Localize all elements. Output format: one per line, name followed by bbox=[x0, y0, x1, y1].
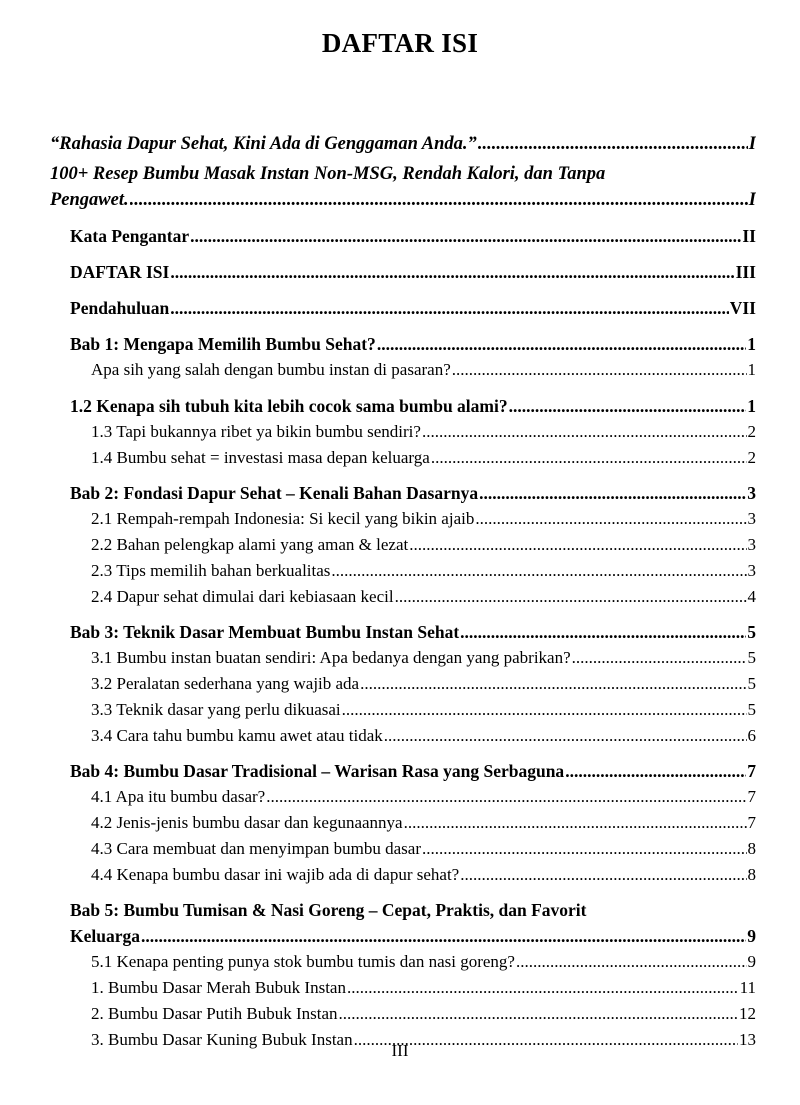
toc-leader-dots bbox=[460, 862, 746, 888]
toc-entry-page: 1 bbox=[747, 396, 756, 416]
toc-entry-title: 1.3 Tapi bukannya ribet ya bikin bumbu sendiri? bbox=[91, 422, 421, 441]
toc-entry-title: 2.3 Tips memilih bahan berkualitas bbox=[91, 561, 331, 580]
toc-leader-dots bbox=[422, 419, 747, 445]
toc-entry-bab-1[interactable] bbox=[50, 331, 756, 357]
toc-entry-page: 9 bbox=[747, 952, 756, 971]
toc-entry-4-3[interactable] bbox=[50, 836, 756, 862]
toc-entry-title: 4.3 Cara membuat dan menyimpan bumbu dasar bbox=[91, 839, 421, 858]
toc-entry-title: 4.2 Jenis-jenis bumbu dasar dan kegunaannya bbox=[91, 813, 403, 832]
toc-leader-dots bbox=[377, 331, 746, 357]
toc-entry-daftar-isi[interactable] bbox=[50, 259, 756, 285]
toc-entry-title: Bab 1: Mengapa Memilih Bumbu Sehat? bbox=[70, 334, 376, 354]
toc-entry-title: Bab 2: Fondasi Dapur Sehat – Kenali Bahan Dasarnya bbox=[70, 483, 479, 503]
toc-entry-page: 7 bbox=[747, 813, 756, 832]
toc-entry-page: 8 bbox=[747, 839, 756, 858]
toc-leader-dots bbox=[266, 784, 746, 810]
toc-leader-dots bbox=[404, 810, 747, 836]
toc-entry-2-4[interactable] bbox=[50, 584, 756, 610]
toc-entry-title: Bab 4: Bumbu Dasar Tradisional – Warisan Rasa yang Serbaguna bbox=[70, 761, 565, 781]
toc-entry-bab-4[interactable] bbox=[50, 758, 756, 784]
toc-entry-page: 1 bbox=[747, 334, 756, 354]
toc-entry-recipe-1[interactable] bbox=[50, 975, 756, 1001]
toc-entry-title: 2. Bumbu Dasar Putih Bubuk Instan bbox=[91, 1004, 338, 1023]
toc-leader-dots bbox=[516, 949, 747, 975]
toc-entry-bab-3[interactable] bbox=[50, 619, 756, 645]
toc-leader-dots bbox=[170, 295, 729, 321]
toc-entry-page: 8 bbox=[747, 865, 756, 884]
toc-leader-dots bbox=[409, 532, 746, 558]
toc-entry-3-3[interactable] bbox=[50, 697, 756, 723]
toc-entry-title: 3. Bumbu Dasar Kuning Bubuk Instan bbox=[91, 1030, 353, 1049]
toc-entry-title: 2.4 Dapur sehat dimulai dari kebiasaan kecil bbox=[91, 587, 394, 606]
toc-entry-title: 3.4 Cara tahu bumbu kamu awet atau tidak bbox=[91, 726, 383, 745]
toc-leader-dots bbox=[452, 357, 747, 383]
toc-entry-title: 4.4 Kenapa bumbu dasar ini wajib ada di dapur sehat? bbox=[91, 865, 460, 884]
toc-entry-title: 1. Bumbu Dasar Merah Bubuk Instan bbox=[91, 978, 346, 997]
toc-leader-dots bbox=[342, 697, 747, 723]
toc-entry-page: 3 bbox=[747, 483, 756, 503]
toc-entry-title: 3.1 Bumbu instan buatan sendiri: Apa bedanya dengan yang pabrikan? bbox=[91, 648, 571, 667]
toc-leader-dots bbox=[331, 558, 746, 584]
toc-entry-intro-tagline[interactable] bbox=[50, 131, 756, 157]
toc-entry-page: 1 bbox=[747, 360, 756, 379]
toc-entry-page: 12 bbox=[739, 1004, 756, 1023]
toc-entry-page: 5 bbox=[747, 700, 756, 719]
toc-leader-dots bbox=[478, 131, 748, 157]
toc-entry-title: Bab 3: Teknik Dasar Membuat Bumbu Instan Sehat bbox=[70, 622, 460, 642]
toc-leader-dots bbox=[384, 723, 747, 749]
toc-entry-bab-5[interactable] bbox=[50, 897, 756, 949]
toc-entry-page: 3 bbox=[747, 535, 756, 554]
toc-entry-page: 3 bbox=[747, 509, 756, 528]
toc-entry-page: 5 bbox=[747, 674, 756, 693]
toc-entry-book-subtitle[interactable] bbox=[50, 161, 756, 213]
toc-entry-3-2[interactable] bbox=[50, 671, 756, 697]
toc-leader-dots bbox=[347, 975, 739, 1001]
toc-leader-dots bbox=[395, 584, 747, 610]
toc-leader-dots bbox=[141, 923, 746, 949]
toc-entry-title: 4.1 Apa itu bumbu dasar? bbox=[91, 787, 266, 806]
toc-leader-dots bbox=[572, 645, 747, 671]
toc-leader-dots bbox=[565, 758, 746, 784]
toc-leader-dots bbox=[422, 836, 747, 862]
toc-entry-3-1[interactable] bbox=[50, 645, 756, 671]
toc-entry-title: 2.2 Bahan pelengkap alami yang aman & lezat bbox=[91, 535, 409, 554]
toc-entry-title-line1: Bab 5: Bumbu Tumisan & Nasi Goreng – Cepat, Praktis, dan Favorit bbox=[70, 900, 587, 920]
toc-leader-dots bbox=[431, 445, 747, 471]
toc-entry-page: 6 bbox=[747, 726, 756, 745]
toc-entry-page: 11 bbox=[739, 978, 756, 997]
toc-entry-page: 4 bbox=[747, 587, 756, 606]
toc-entry-page: I bbox=[748, 134, 756, 154]
toc-entry-title: 1.2 Kenapa sih tubuh kita lebih cocok sama bumbu alami? bbox=[70, 396, 508, 416]
toc-entry-page: 9 bbox=[747, 926, 756, 946]
toc-entry-page: I bbox=[748, 190, 756, 210]
toc-entry-page: 3 bbox=[747, 561, 756, 580]
toc-leader-dots bbox=[509, 393, 747, 419]
toc-entry-page: 5 bbox=[747, 622, 756, 642]
toc-entry-1-2[interactable] bbox=[50, 393, 756, 419]
toc-entry-2-1[interactable] bbox=[50, 506, 756, 532]
toc-entry-title-line2: Pengawet. bbox=[50, 190, 129, 210]
toc-entry-title: Apa sih yang salah dengan bumbu instan di pasaran? bbox=[91, 360, 451, 379]
toc-entry-title: 3.3 Teknik dasar yang perlu dikuasai bbox=[91, 700, 341, 719]
toc-leader-dots bbox=[339, 1001, 739, 1027]
toc-entry-pendahuluan[interactable] bbox=[50, 295, 756, 321]
toc-leader-dots bbox=[479, 480, 746, 506]
toc-entry-page: III bbox=[735, 262, 756, 282]
toc-entry-5-1[interactable] bbox=[50, 949, 756, 975]
toc-entry-1-4[interactable] bbox=[50, 445, 756, 471]
toc-leader-dots bbox=[475, 506, 746, 532]
toc-entry-title: Kata Pengantar bbox=[70, 226, 190, 246]
toc-entry-title-line2: Keluarga bbox=[70, 926, 140, 946]
toc-entry-page: 2 bbox=[747, 448, 756, 467]
toc-entry-page: 5 bbox=[747, 648, 756, 667]
toc-entry-1-3[interactable] bbox=[50, 419, 756, 445]
toc-entry-page: 13 bbox=[739, 1030, 756, 1049]
toc-entry-page: 7 bbox=[747, 761, 756, 781]
toc-leader-dots bbox=[190, 223, 741, 249]
toc-entry-bab-2[interactable] bbox=[50, 480, 756, 506]
toc-leader-dots bbox=[460, 619, 746, 645]
toc-leader-dots bbox=[360, 671, 746, 697]
toc-entry-title: 2.1 Rempah-rempah Indonesia: Si kecil yang bikin ajaib bbox=[91, 509, 475, 528]
toc-entry-2-2[interactable] bbox=[50, 532, 756, 558]
toc-entry-title-line1: 100+ Resep Bumbu Masak Instan Non-MSG, Rendah Kalori, dan Tanpa bbox=[50, 164, 606, 184]
toc-entry-title: 3.2 Peralatan sederhana yang wajib ada bbox=[91, 674, 360, 693]
table-of-contents bbox=[50, 131, 756, 1053]
toc-leader-dots bbox=[170, 259, 734, 285]
toc-entry-recipe-2[interactable] bbox=[50, 1001, 756, 1027]
toc-entry-title: Pendahuluan bbox=[70, 298, 170, 318]
toc-entry-title: 1.4 Bumbu sehat = investasi masa depan keluarga bbox=[91, 448, 430, 467]
toc-entry-page: VII bbox=[729, 298, 756, 318]
toc-entry-2-3[interactable] bbox=[50, 558, 756, 584]
toc-entry-4-2[interactable] bbox=[50, 810, 756, 836]
toc-entry-page: 2 bbox=[747, 422, 756, 441]
toc-entry-page: II bbox=[742, 226, 756, 246]
page-number: III bbox=[391, 1041, 409, 1060]
toc-entry-title: “Rahasia Dapur Sehat, Kini Ada di Genggaman Anda.” bbox=[50, 134, 477, 154]
toc-entry-kata-pengantar[interactable] bbox=[50, 223, 756, 249]
page-title: DAFTAR ISI bbox=[321, 28, 479, 58]
toc-entry-title: DAFTAR ISI bbox=[70, 262, 170, 282]
toc-entry-4-4[interactable] bbox=[50, 862, 756, 888]
toc-entry-bab-1-sub[interactable] bbox=[50, 357, 756, 383]
toc-entry-3-4[interactable] bbox=[50, 723, 756, 749]
toc-leader-dots bbox=[130, 187, 748, 213]
toc-entry-page: 7 bbox=[747, 787, 756, 806]
toc-entry-4-1[interactable] bbox=[50, 784, 756, 810]
toc-entry-title: 5.1 Kenapa penting punya stok bumbu tumis dan nasi goreng? bbox=[91, 952, 515, 971]
